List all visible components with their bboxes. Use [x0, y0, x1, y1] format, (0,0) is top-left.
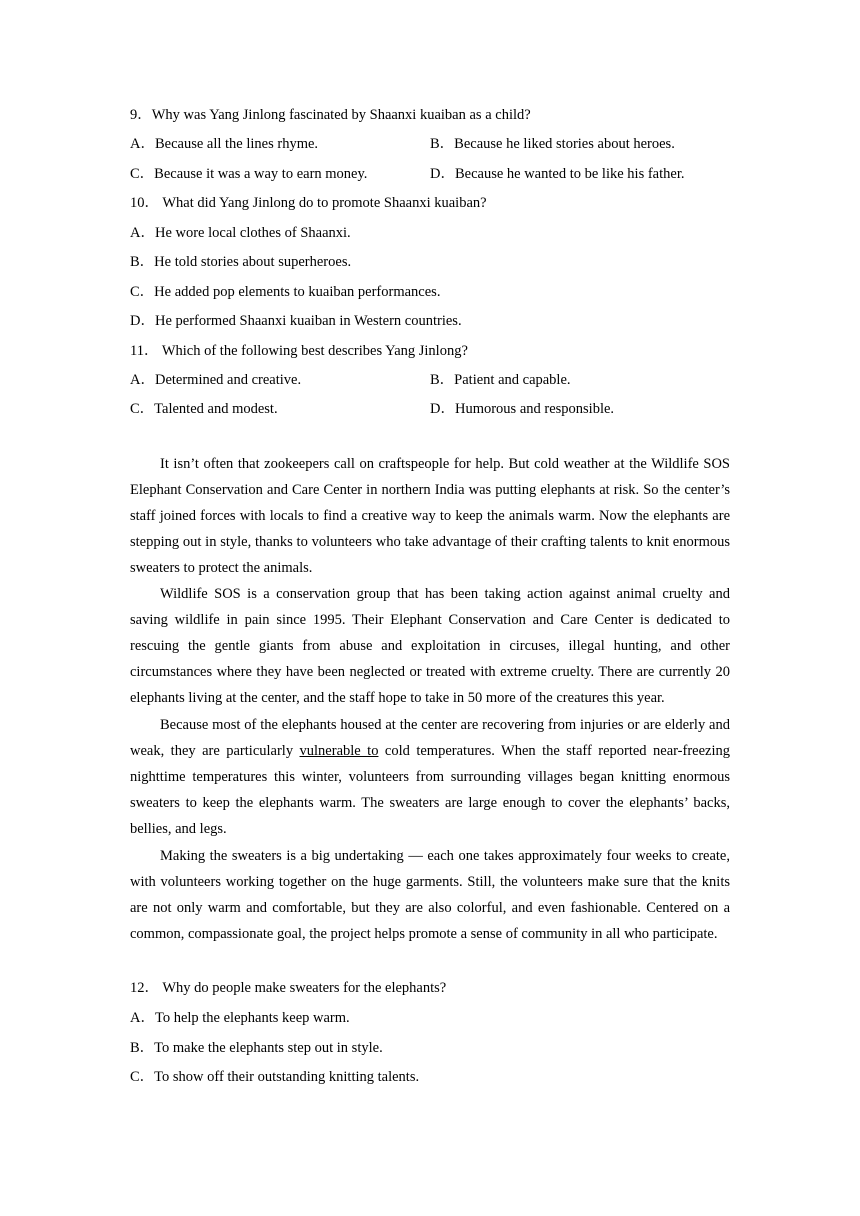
passage-paragraph-1-text: It isn’t often that zookeepers call on craftspeople for help. But cold weather at the Wildlife SOS Elephant Conservation and Care Center in northern India was putting elephants at risk. So the center’s staff joined forces with locals to find a creative way to keep the animals warm. Now the elephants are stepping out in style, thanks to volunteers who take advantage of their crafting talents to knit enormous sweaters to protect the animals. [130, 456, 730, 576]
passage-paragraph-4 [130, 843, 730, 947]
question-9-option-b: B．Because he liked stories about heroes. [430, 136, 675, 152]
question-9-stem: 9．Why was Yang Jinlong fascinated by Shaanxi kuaiban as a child? [130, 107, 531, 123]
question-10-option-c: C．He added pop elements to kuaiban performances. [130, 284, 441, 300]
question-12-option-c: C．To show off their outstanding knitting talents. [130, 1069, 420, 1085]
passage-paragraph-4-text: Making the sweaters is a big undertaking — each one takes approximately four weeks to create, with volunteers working together on the huge garments. Still, the volunteers make sure that the knits are not only warm and comfortable, but they are also colorful, and even fashionable. Centered on a common, compassionate goal, the project helps promote a sense of community in all who participate. [130, 848, 730, 942]
question-12-option-b: B．To make the elephants step out in style. [130, 1040, 383, 1056]
question-10-option-a: A．He wore local clothes of Shaanxi. [130, 225, 351, 241]
question-10-stem: 10． What did Yang Jinlong do to promote Shaanxi kuaiban? [130, 195, 487, 211]
passage-paragraph-3-text-start: Because most of the elephants housed at the center are recovering from injuries or are elderly and weak, they are particularly [130, 717, 730, 759]
question-11-option-a: A．Determined and creative. [130, 372, 302, 388]
question-10-option-d: D．He performed Shaanxi kuaiban in Western countries. [130, 313, 462, 329]
passage-paragraph-3 [130, 712, 730, 842]
question-9-option-c: C．Because it was a way to earn money. [130, 166, 368, 182]
passage-paragraph-2 [130, 581, 730, 711]
question-11-option-b: B．Patient and capable. [430, 372, 571, 388]
question-10-option-b: B．He told stories about superheroes. [130, 254, 352, 270]
question-12-option-a: A．To help the elephants keep warm. [130, 1010, 350, 1026]
question-11-option-d: D．Humorous and responsible. [430, 401, 615, 417]
question-9-option-d: D．Because he wanted to be like his father. [430, 166, 685, 182]
question-11-option-c: C．Talented and modest. [130, 401, 278, 417]
passage-paragraph-1 [130, 451, 730, 581]
question-11-stem: 11． Which of the following best describes Yang Jinlong? [130, 343, 468, 359]
passage-paragraph-2-text: Wildlife SOS is a conservation group that has been taking action against animal cruelty and saving wildlife in pain since 1995. Their Elephant Conservation and Care Center is dedicated to rescuing the gentle giants from abuse and exploitation in circuses, illegal hunting, and other circumstances where they have been neglected or treated with extreme cruelty. There are currently 20 elephants living at the center, and the staff hope to take in 50 more of the creatures this year. [130, 586, 730, 706]
passage-paragraph-3-text-end: cold temperatures. When the staff reported near-freezing nighttime temperatures this winter, volunteers from surrounding villages began knitting enormous sweaters to keep the elephants warm. The sweaters are large enough to cover the elephants’ backs, bellies, and legs. [130, 743, 730, 837]
underlined-phrase: vulnerable to [299, 743, 379, 759]
question-9-option-a: A．Because all the lines rhyme. [130, 136, 319, 152]
question-12-stem: 12． Why do people make sweaters for the elephants? [130, 980, 447, 996]
